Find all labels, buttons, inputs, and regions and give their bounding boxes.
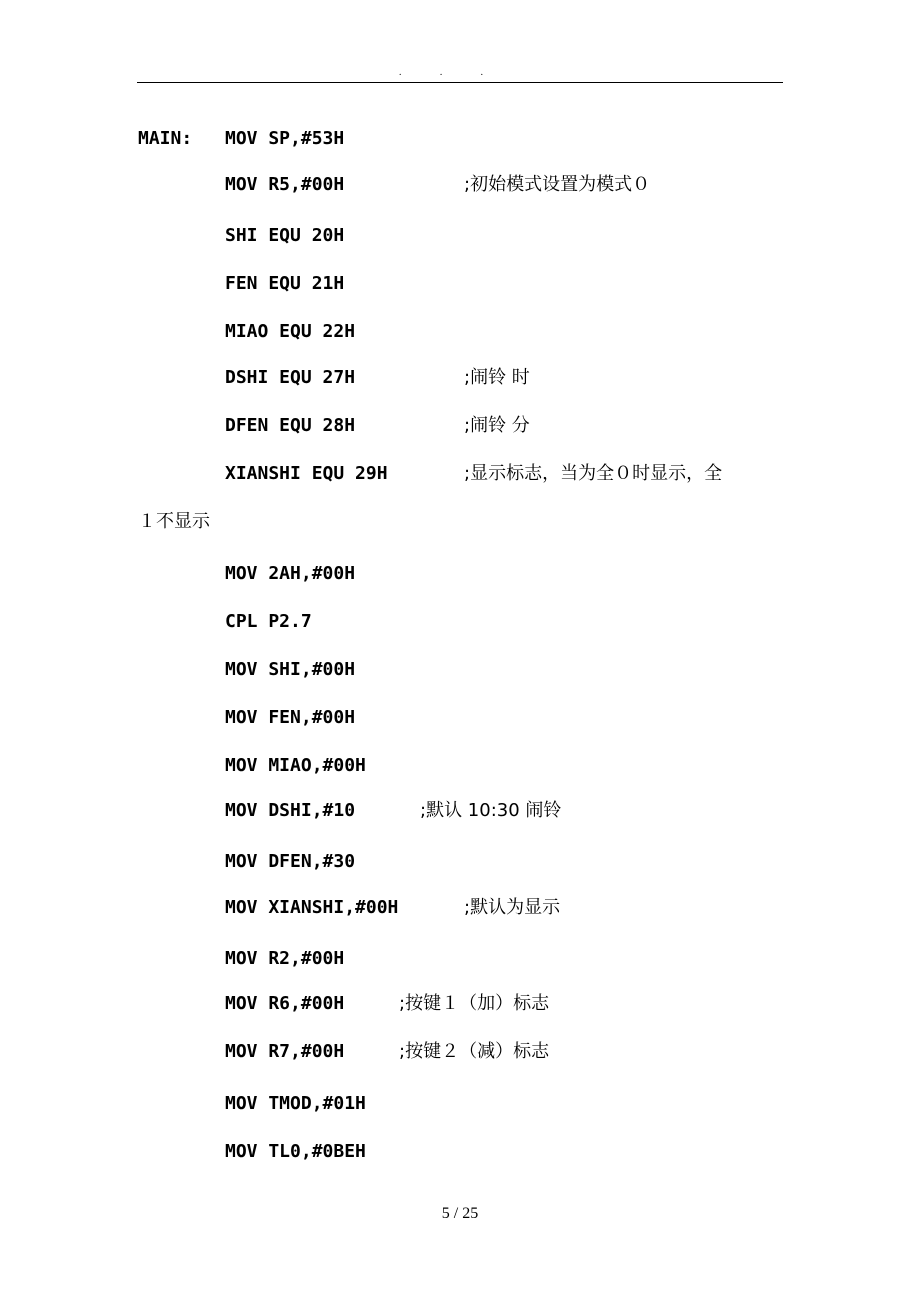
code-line: MOV R6,#00H xyxy=(225,993,345,1014)
code-line: MOV 2AH,#00H xyxy=(225,563,356,584)
code-line: MOV MIAO,#00H xyxy=(225,755,366,776)
code-comment: ;默认为显示 xyxy=(464,897,561,918)
code-line: MOV SHI,#00H xyxy=(225,659,356,680)
code-comment: ;初始模式设置为模式０ xyxy=(464,174,651,195)
code-line: MOV TL0,#0BEH xyxy=(225,1141,366,1162)
code-comment: ;显示标志，当为全０时显示，全 xyxy=(464,463,723,484)
code-line: DSHI EQU 27H xyxy=(225,367,356,388)
code-line: MOV DSHI,#10 xyxy=(225,800,356,821)
page-number: 5 / 25 xyxy=(441,1205,479,1222)
code-comment: ;闹铃 分 xyxy=(464,415,530,436)
code-line: MOV R2,#00H xyxy=(225,948,345,969)
code-line: MOV R7,#00H xyxy=(225,1041,345,1062)
header-dots: ... xyxy=(398,68,522,78)
code-line: MOV R5,#00H xyxy=(225,174,345,195)
code-line: １不显示 xyxy=(138,511,210,532)
code-line: MIAO EQU 22H xyxy=(225,321,356,342)
code-label: MAIN: xyxy=(138,128,193,149)
code-line: MOV DFEN,#30 xyxy=(225,851,356,872)
code-line: MOV FEN,#00H xyxy=(225,707,356,728)
code-line: DFEN EQU 28H xyxy=(225,415,356,436)
header-rule xyxy=(137,82,783,83)
code-line: SHI EQU 20H xyxy=(225,225,345,246)
code-comment: ;按键２（减）标志 xyxy=(399,1041,550,1062)
code-comment: ;按键１（加）标志 xyxy=(399,993,550,1014)
code-line: MOV SP,#53H xyxy=(225,128,345,149)
code-comment: ;默认 10:30 闹铃 xyxy=(420,800,562,821)
code-line: FEN EQU 21H xyxy=(225,273,345,294)
code-line: XIANSHI EQU 29H xyxy=(225,463,388,484)
code-comment: ;闹铃 时 xyxy=(464,367,530,388)
code-line: MOV XIANSHI,#00H xyxy=(225,897,399,918)
code-line: CPL P2.7 xyxy=(225,611,312,632)
code-line: MOV TMOD,#01H xyxy=(225,1093,366,1114)
